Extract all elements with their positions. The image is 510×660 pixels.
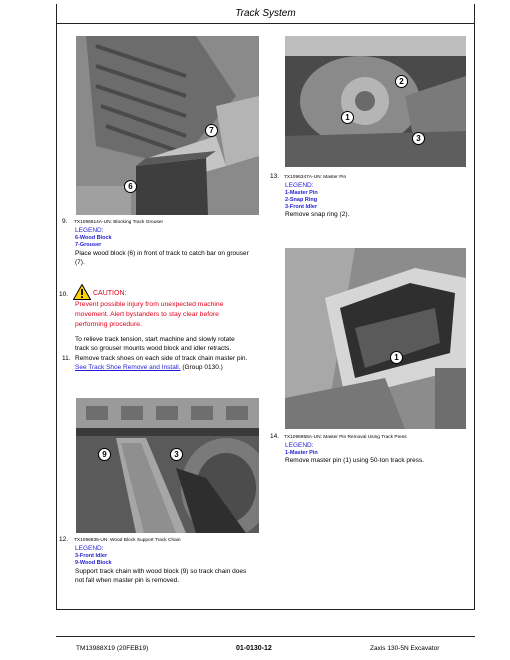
legend-title: LEGEND: [75, 545, 104, 552]
legend-item: 1-Master Pin [285, 190, 318, 196]
photo-caption: TX1096958A-UN: Master Pin Removal Using Track Press [284, 435, 407, 440]
legend-item: 3-Front Idler [75, 553, 108, 559]
footer-page-number: 01-0130-12 [236, 645, 272, 652]
step-9-text: Place wood block (6) in front of track to catch bar on grouser [75, 250, 249, 257]
step-number-11: 11. [62, 355, 71, 362]
photo-caption: TX1096835-UN: Wood Block Support Track Chain [74, 538, 181, 543]
photo-blocking-track-grouser [76, 36, 259, 215]
step-14-text: Remove master pin (1) using 50-ton track press. [285, 457, 425, 464]
page-title: Track System [235, 8, 296, 19]
legend-item: 3-Front Idler [285, 204, 318, 210]
caution-icon [73, 284, 91, 300]
track-shoe-link[interactable]: See Track Shoe Remove and Install. [75, 364, 181, 371]
caution-text: Prevent possible injury from unexpected machine [75, 301, 224, 308]
callout-3: 3 [412, 132, 425, 145]
step-9-text: (7). [75, 259, 85, 266]
footer-divider [56, 636, 475, 637]
footer-model: Zaxis 130-5N Excavator [370, 645, 440, 652]
legend-title: LEGEND: [285, 442, 314, 449]
legend-item: 1-Master Pin [285, 450, 318, 456]
callout-2: 2 [395, 75, 408, 88]
caution-text: performing procedure. [75, 321, 142, 328]
step-11-text: Remove track shoes on each side of track chain master pin. [75, 355, 248, 362]
photo-wood-block-support [76, 398, 259, 533]
step-10-text: track so grouser mounts wood block and idler retracts. [75, 345, 232, 352]
group-reference: (Group 0130.) [180, 364, 223, 371]
callout-9: 9 [98, 448, 111, 461]
footer-doc-id: TM13988X19 (20FEB19) [76, 645, 149, 652]
step-11-reference [75, 363, 223, 373]
caution-text: movement. Alert bystanders to stay clear before [75, 311, 219, 318]
photo-track-press [285, 248, 466, 429]
callout-1: 1 [341, 111, 354, 124]
step-12-text: Support track chain with wood block (9) so track chain does [75, 568, 247, 575]
legend-item: 7-Grouser [75, 242, 102, 248]
step-number-9: 9. [62, 218, 68, 225]
step-13-text: Remove snap ring (2). [285, 211, 350, 218]
photo-master-pin [285, 36, 466, 167]
step-number-10: 10. [59, 291, 69, 298]
callout-6: 6 [124, 180, 137, 193]
legend-item: 6-Wood Block [75, 235, 112, 241]
callout-1: 1 [390, 351, 403, 364]
caution-label: CAUTION: [93, 290, 127, 297]
step-10-text: To relieve track tension, start machine and slowly rotate [75, 336, 235, 343]
step-number-13: 13. [270, 173, 280, 180]
legend-title: LEGEND: [285, 182, 314, 189]
step-12-text: not fall when master pin is removed. [75, 577, 180, 584]
callout-7: 7 [205, 124, 218, 137]
legend-item: 2-Snap Ring [285, 197, 318, 203]
photo-caption: TX1096347A-UN: Master Pin [284, 175, 347, 180]
step-number-14: 14. [270, 433, 280, 440]
callout-3: 3 [170, 448, 183, 461]
header-divider [56, 23, 475, 24]
legend-title: LEGEND: [75, 227, 104, 234]
photo-caption: TX1096814A-UN: Blocking Track Grouser [74, 220, 164, 225]
legend-item: 9-Wood Block [75, 560, 112, 566]
step-number-12: 12. [59, 536, 69, 543]
